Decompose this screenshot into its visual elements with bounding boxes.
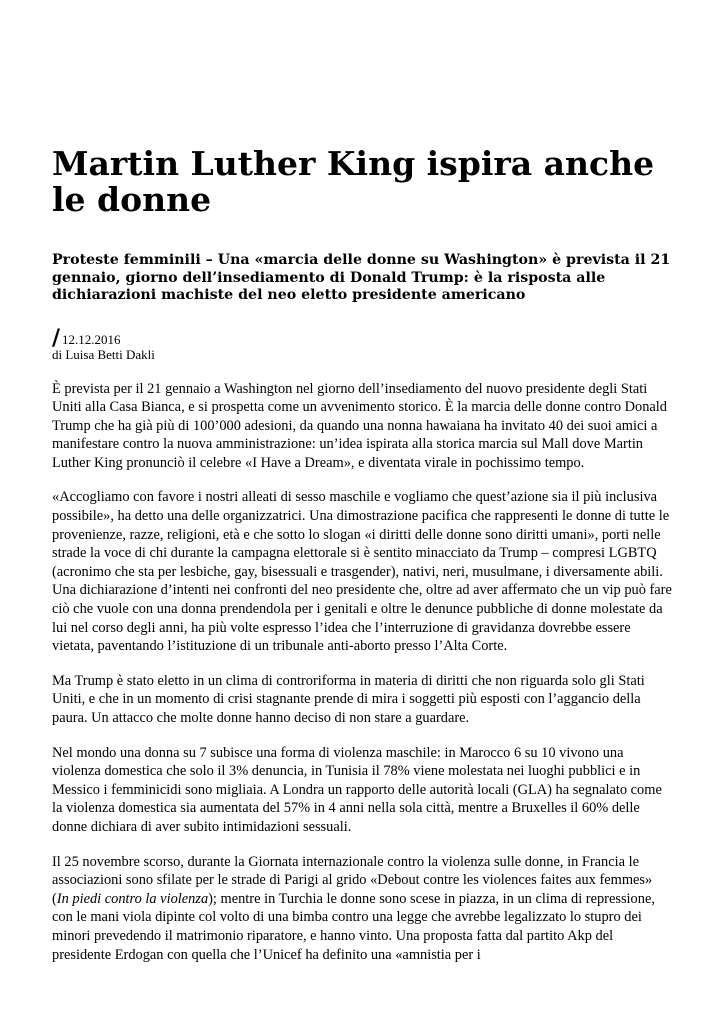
paragraph-text: Il 25 novembre scorso, durante la Giornata internazionale contro la violenza sulle donne, in Francia le associazioni sono sfilate per le strade di Parigi al grido «Debout contre les violences faites aux femmes» (	[52, 853, 653, 907]
paragraph-text: ); mentre in Turchia le donne sono scese in piazza, in un clima di repressione, con le mani viola dipinte col volto di una bimba contro una legge che avrebbe legalizzato lo stupro dei minori prevedendo il matrimonio riparatore, e hanno vinto. Una proposta fatta dal partito Akp del presidente Erdogan con quella che l’Unicef ha definito una «amnistia per i	[52, 890, 655, 963]
article-title: Martin Luther King ispira anche le donne	[52, 144, 655, 219]
paragraph: «Accogliamo con favore i nostri alleati di sesso maschile e vogliamo che quest’azione sia il più inclusiva possibile», ha detto una delle organizzatrici. Una dimostrazione pacifica che rappresenti le donne di tutte le provenienze, razze, religioni, età e che sotto lo slogan «i diritti delle donne sono diritti umani», porti nelle strade la voce di chi durante la campagna elettorale si è sentito minacciato da Trump – compresi LGBTQ (acronimo che sta per lesbiche, gay, bisessuali e trasgender), nativi, neri, musulmane, i diversamente abili. Una dichiarazione d’intenti nei confronti del neo presidente che, oltre ad aver affermato che un vip può fare ciò che vuole con una donna prendendola per i genitali e oltre le denunce pubbliche di donne molestate da lui nel corso degli anni, ha più volte espresso l’idea che l’interruzione di gravidanza dovrebbe essere vietata, paventando l’istituzione di un tribunale anti-aborto presso l’Alta Corte.	[52, 489, 672, 655]
article-meta	[52, 325, 672, 362]
slash-mark: /	[52, 325, 61, 351]
paragraph: Ma Trump è stato eletto in un clima di controriforma in materia di diritti che non riguarda solo gli Stati Uniti, e che in un momento di crisi stagnante prende di mira i soggetti più esposti con l’aggancio della paura. Un attacco che molte donne hanno deciso di non stare a guardare.	[52, 672, 645, 726]
article	[52, 146, 672, 980]
article-author: di Luisa Betti Dakli	[52, 346, 155, 362]
article-body	[52, 380, 672, 965]
paragraph-last	[52, 853, 672, 965]
paragraph: Nel mondo una donna su 7 subisce una forma di violenza maschile: in Marocco 6 su 10 vivono una violenza domestica che solo il 3% denuncia, in Tunisia il 78% viene molestata nei luoghi pubblici e in Messico i femminicidi sono migliaia. A Londra un rapporto delle autorità locali (GLA) ha segnalato come la violenza domestica sia aumentata del 57% in 4 anni nella sola città, mentre a Bruxelles il 60% delle donne dichiara di aver subito intimidazioni sessuali.	[52, 744, 662, 835]
paragraph: È prevista per il 21 gennaio a Washington nel giorno dell’insediamento del nuovo presidente degli Stati Uniti alla Casa Bianca, e si prospetta come un avvenimento storico. È la marcia delle donne contro Donald Trump che ha già più di 100’000 adesioni, da quando una nonna hawaiana ha invitato 40 dei suoi amici a manifestare contro la nuova amministrazione: un’idea ispirata alla storica marcia sul Mall dove Martin Luther King pronunciò il celebre «I Have a Dream», e diventata virale in pochissimo tempo.	[52, 380, 668, 471]
article-lead: Proteste femminili – Una «marcia delle donne su Washington» è prevista il 21 gennaio, giorno dell’insediamento di Donald Trump: è la risposta alle dichiarazioni machiste del neo eletto presidente americano	[52, 252, 671, 303]
article-date: 12.12.2016	[62, 331, 121, 347]
italic-phrase: In piedi contro la violenza	[56, 890, 209, 907]
date-line	[52, 325, 672, 351]
